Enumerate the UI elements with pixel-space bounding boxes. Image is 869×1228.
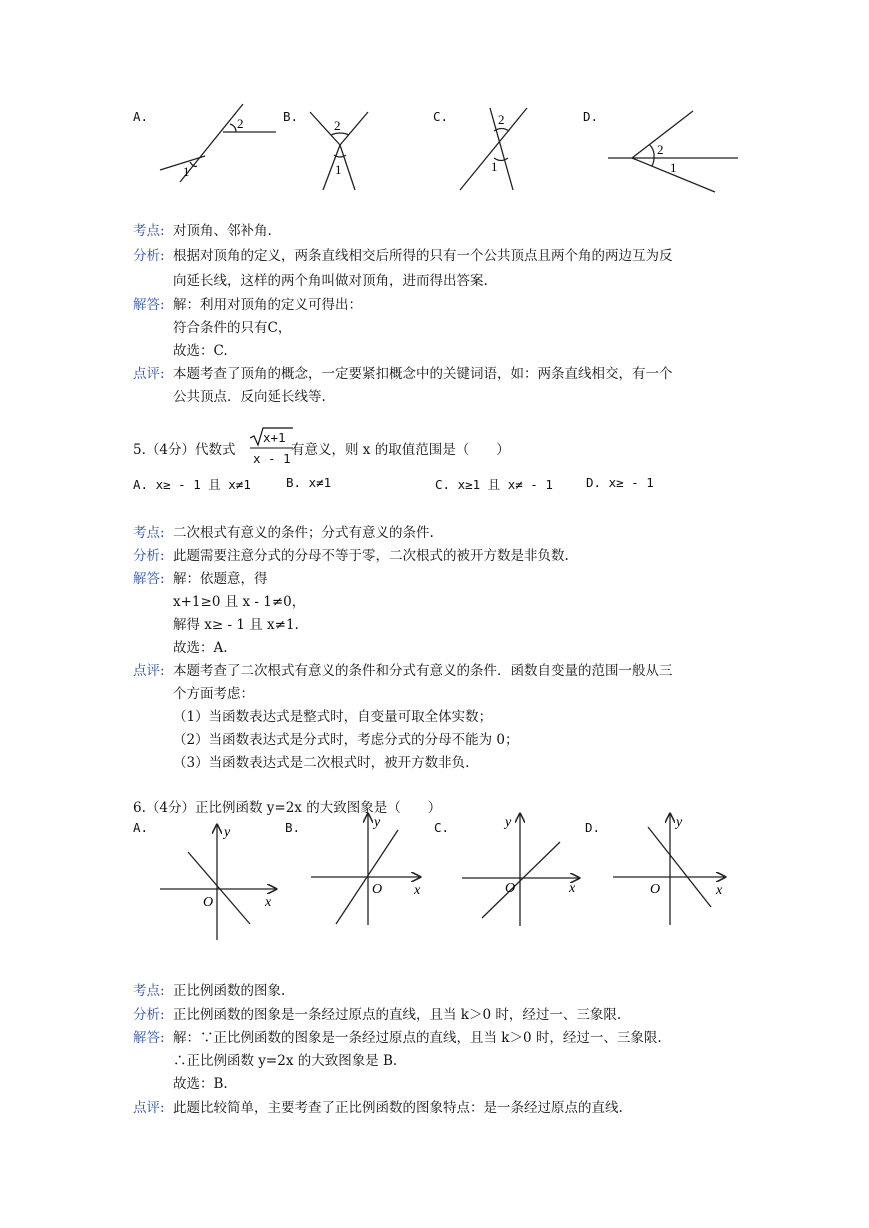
- angle-label-2: 2: [498, 112, 505, 127]
- q5-fenxi-text: 此题需要注意分式的分母不等于零，二次根式的被开方数是非负数.: [173, 548, 569, 564]
- kaodian-label: 考点:: [133, 983, 165, 999]
- kaodian-label: 考点:: [133, 525, 165, 541]
- q4-option-c-letter: C.: [433, 109, 449, 124]
- origin-label: O: [650, 882, 661, 897]
- axis-x-label: x: [265, 895, 272, 910]
- q6-option-a-letter: A.: [133, 820, 149, 835]
- q5-stem-prefix: 5.（4分）代数式: [133, 442, 236, 458]
- kaodian-label: 考点:: [133, 223, 165, 239]
- angle-label-2: 2: [237, 116, 244, 131]
- q5-jieda-line1: 解：依题意，得: [173, 571, 268, 587]
- q5-stem-suffix: 有意义，则 x 的取值范围是（ ）: [291, 442, 510, 458]
- origin-label: O: [372, 882, 383, 897]
- q4-angle-figures: [0, 0, 869, 200]
- q5-option-c: C. x≥1 且 x≠ - 1: [435, 477, 553, 492]
- q5-dianping-line1: 本题考查了二次根式有意义的条件和分式有意义的条件．函数自变量的范围一般从三: [173, 663, 673, 679]
- axis-x-label: x: [414, 883, 421, 898]
- q5-denominator: x - 1: [253, 451, 291, 466]
- jieda-label: 解答:: [133, 1030, 165, 1046]
- angle-label-1: 1: [335, 162, 342, 177]
- angle-label-2: 2: [657, 142, 664, 157]
- q5-option-d: D. x≥ - 1: [586, 475, 654, 490]
- q4-option-a-letter: A.: [133, 109, 149, 124]
- q4-dianping-line2: 公共顶点．反向延长线等.: [173, 389, 326, 405]
- q6-jieda-line3: 故选：B.: [173, 1076, 228, 1092]
- q5-option-a: A. x≥ - 1 且 x≠1: [133, 477, 251, 492]
- axis-x-label: x: [716, 883, 723, 898]
- q6-fenxi-text: 正比例函数的图象是一条经过原点的直线，且当 k＞0 时，经过一、三象限.: [173, 1007, 622, 1023]
- dianping-label: 点评:: [133, 663, 165, 679]
- q5-dianping-line3: （1）当函数表达式是整式时，自变量可取全体实数；: [173, 709, 493, 725]
- axis-y-label: y: [374, 815, 381, 830]
- q4-jieda-line3: 故选：C.: [173, 343, 228, 359]
- q6-stem: 6.（4分）正比例函数 y=2x 的大致图象是（ ）: [133, 800, 442, 816]
- angle-label-1: 1: [670, 160, 677, 175]
- q6-option-c-letter: C.: [434, 820, 450, 835]
- dianping-label: 点评:: [133, 366, 165, 382]
- q6-option-d-letter: D.: [585, 820, 601, 835]
- q6-graph-options: [0, 800, 869, 950]
- angle-label-2: 2: [334, 118, 341, 133]
- dianping-label: 点评:: [133, 1100, 165, 1116]
- q5-jieda-line3: 解得 x≥ - 1 且 x≠1.: [173, 617, 299, 633]
- origin-label: O: [505, 881, 516, 896]
- q5-dianping-line2: 个方面考虑：: [173, 686, 254, 702]
- angle-label-1: 1: [183, 164, 190, 179]
- q4-jieda-line1: 解：利用对顶角的定义可得出：: [173, 297, 362, 313]
- q5-jieda-line4: 故选：A.: [173, 640, 228, 656]
- q4-dianping-line1: 本题考查了顶角的概念，一定要紧扣概念中的关键词语，如：两条直线相交，有一个: [173, 366, 673, 382]
- q6-jieda-line1: 解：∵正比例函数的图象是一条经过原点的直线，且当 k＞0 时，经过一、三象限.: [173, 1030, 662, 1046]
- q4-fenxi-line2: 向延长线，这样的两个角叫做对顶角，进而得出答案.: [173, 273, 488, 289]
- jieda-label: 解答:: [133, 297, 165, 313]
- angle-label-1: 1: [491, 159, 498, 174]
- fenxi-label: 分析:: [133, 248, 165, 264]
- q5-kaodian-text: 二次根式有意义的条件；分式有意义的条件.: [173, 525, 434, 541]
- fenxi-label: 分析:: [133, 548, 165, 564]
- q4-fenxi-line1: 根据对顶角的定义，两条直线相交后所得的只有一个公共顶点且两个角的两边互为反: [173, 248, 673, 264]
- q4-option-d-letter: D.: [583, 109, 599, 124]
- jieda-label: 解答:: [133, 571, 165, 587]
- axis-x-label: x: [569, 881, 576, 896]
- q4-kaodian-text: 对顶角、邻补角.: [173, 223, 272, 239]
- q6-jieda-line2: ∴正比例函数 y=2x 的大致图象是 B.: [173, 1053, 398, 1069]
- q6-kaodian-text: 正比例函数的图象.: [173, 983, 286, 999]
- origin-label: O: [203, 895, 214, 910]
- q5-jieda-line2: x+1≥0 且 x - 1≠0，: [173, 594, 306, 610]
- axis-y-label: y: [505, 815, 512, 830]
- q6-dianping-text: 此题比较简单，主要考查了正比例函数的图象特点：是一条经过原点的直线.: [173, 1100, 623, 1116]
- q5-dianping-line5: （3）当函数表达式是二次根式时，被开方数非负.: [173, 755, 470, 771]
- q5-dianping-line4: （2）当函数表达式是分式时，考虑分式的分母不能为 0；: [173, 732, 519, 748]
- axis-y-label: y: [676, 815, 683, 830]
- axis-y-label: y: [224, 825, 231, 840]
- fenxi-label: 分析:: [133, 1007, 165, 1023]
- q4-option-b-letter: B.: [283, 109, 299, 124]
- q5-numerator: x+1: [263, 430, 286, 445]
- q6-option-b-letter: B.: [285, 820, 301, 835]
- q5-option-b: B. x≠1: [286, 475, 332, 490]
- q4-jieda-line2: 符合条件的只有C，: [173, 320, 292, 336]
